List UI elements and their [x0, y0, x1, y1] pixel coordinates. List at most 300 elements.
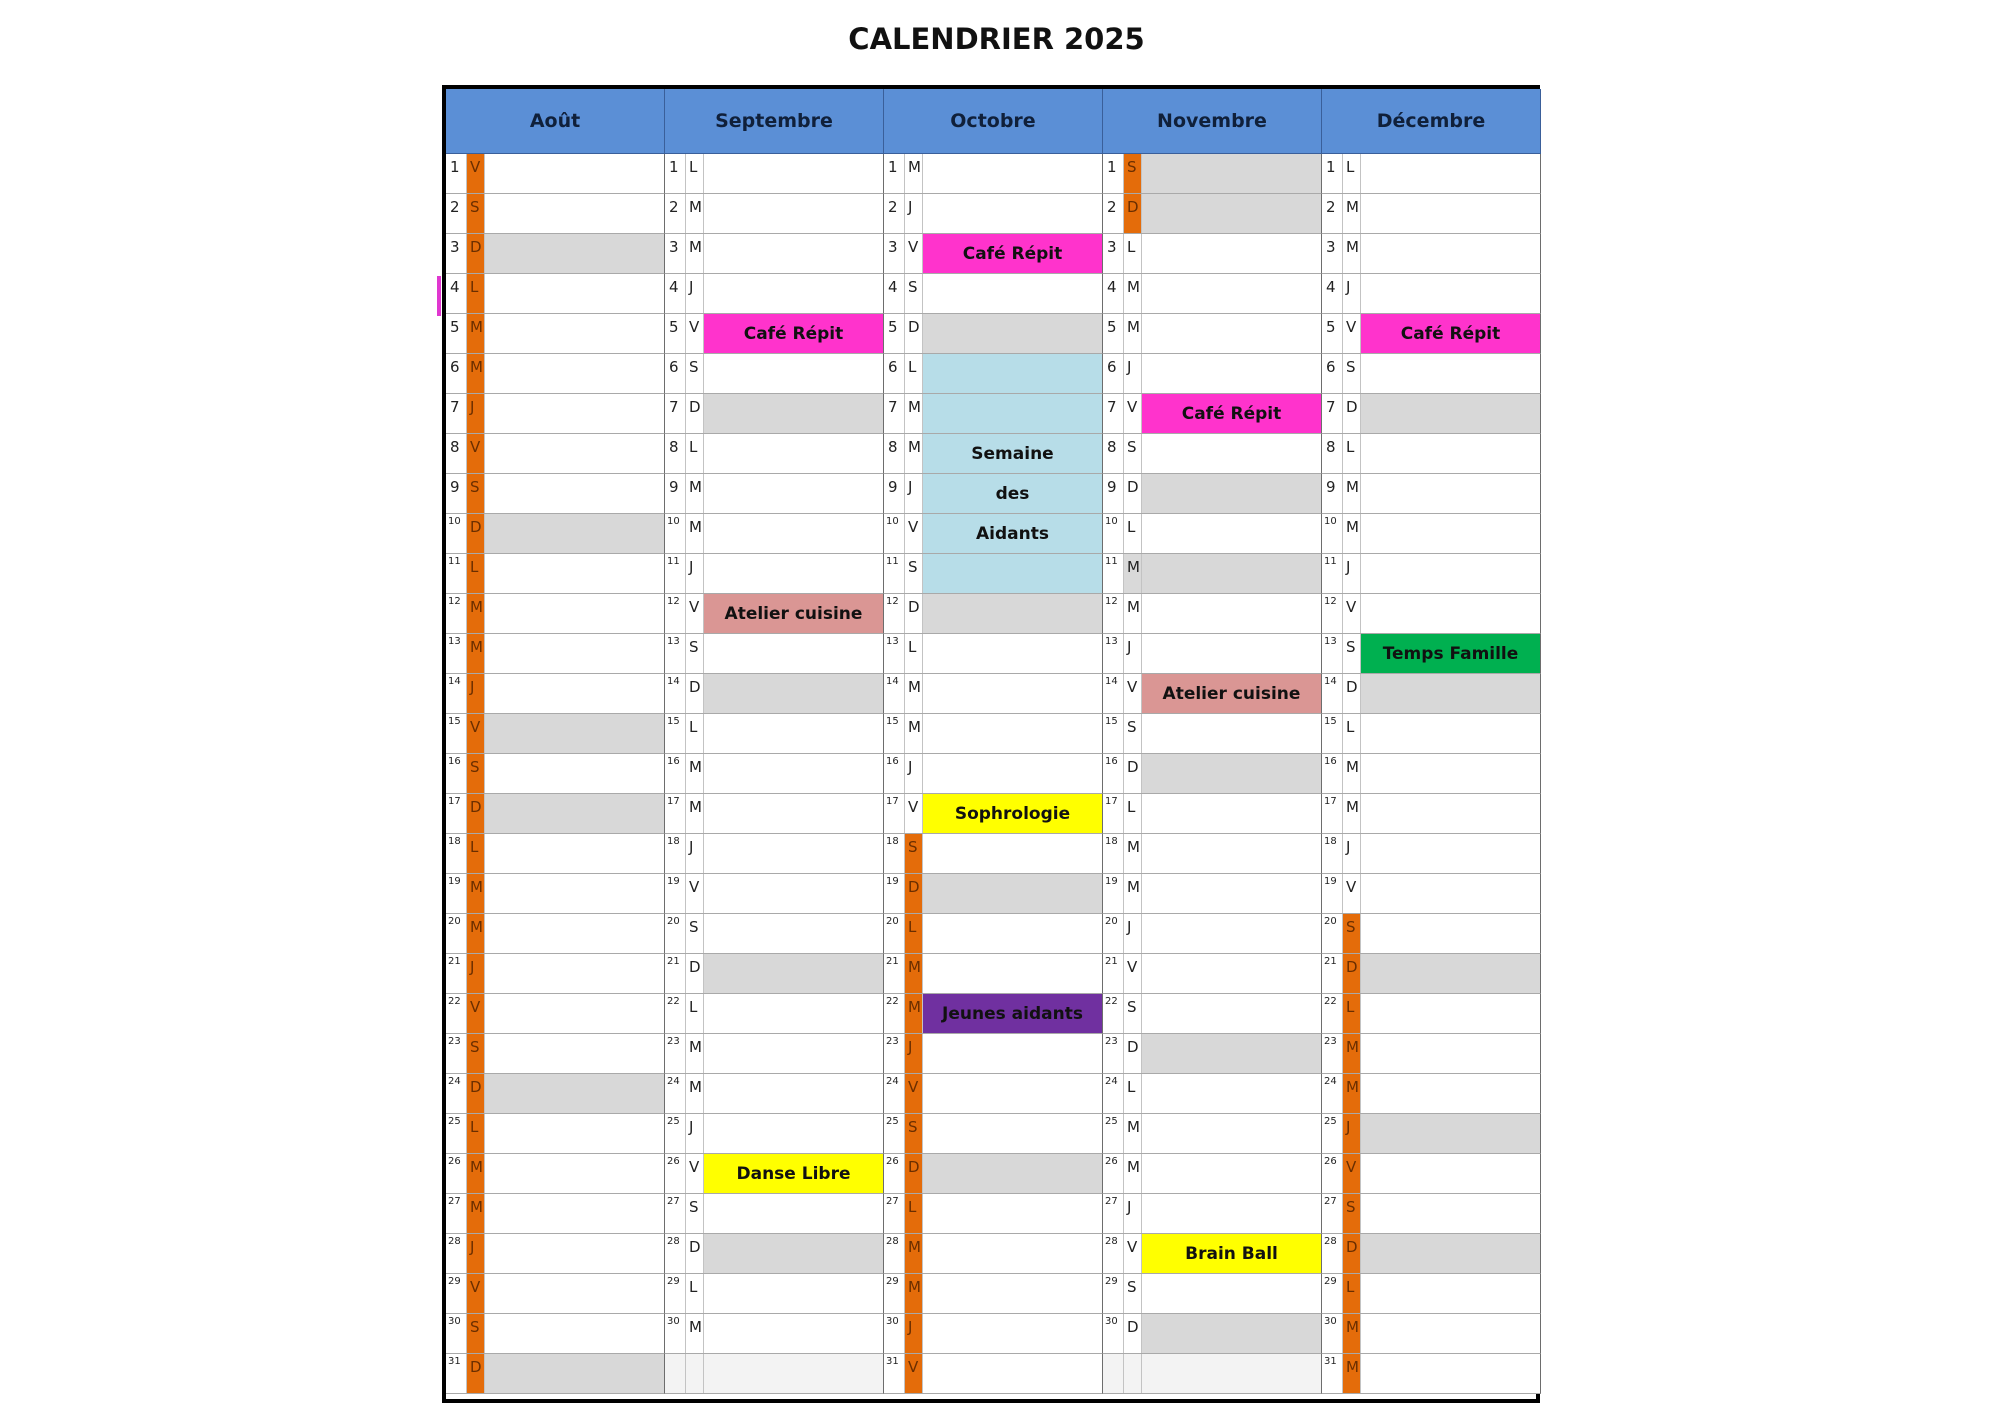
day-number: 23 [1322, 1034, 1343, 1073]
day-body [485, 1034, 664, 1073]
day-body [1361, 394, 1540, 433]
day-number: 15 [446, 714, 467, 753]
day-cell[interactable] [884, 194, 1103, 234]
day-number: 2 [1103, 194, 1124, 233]
day-body [1361, 354, 1540, 393]
day-body [704, 1074, 883, 1113]
day-number: 11 [1103, 554, 1124, 593]
weekday-letter: V [905, 794, 923, 833]
day-cell[interactable] [884, 674, 1103, 714]
day-cell[interactable] [1322, 1194, 1541, 1234]
day-cell[interactable] [446, 994, 665, 1034]
weekday-letter: D [905, 1154, 923, 1193]
day-cell[interactable] [665, 1074, 884, 1114]
day-cell[interactable] [1322, 1034, 1541, 1074]
weekday-letter: M [1124, 594, 1142, 633]
day-number: 5 [665, 314, 686, 353]
day-cell[interactable] [665, 794, 884, 834]
day-cell[interactable] [884, 954, 1103, 994]
day-number: 8 [446, 434, 467, 473]
weekday-letter: J [686, 554, 704, 593]
day-cell[interactable] [1322, 1314, 1541, 1354]
day-cell[interactable] [1103, 154, 1322, 194]
day-body [1361, 1034, 1540, 1073]
weekday-letter: L [686, 434, 704, 473]
day-cell[interactable] [884, 1314, 1103, 1354]
day-number: 8 [1322, 434, 1343, 473]
day-cell[interactable] [665, 1194, 884, 1234]
day-body [1361, 434, 1540, 473]
day-cell[interactable] [665, 1234, 884, 1274]
day-cell[interactable] [665, 394, 884, 434]
day-body [704, 794, 883, 833]
day-body [485, 194, 664, 233]
day-cell[interactable] [1103, 1194, 1322, 1234]
day-cell[interactable] [1322, 1114, 1541, 1154]
day-number: 7 [1103, 394, 1124, 433]
day-body [923, 674, 1102, 713]
weekday-letter: L [1124, 794, 1142, 833]
day-number: 12 [665, 594, 686, 633]
day-cell[interactable] [884, 154, 1103, 194]
day-cell[interactable] [1103, 1274, 1322, 1314]
day-cell[interactable] [1322, 474, 1541, 514]
day-cell[interactable] [884, 994, 1103, 1034]
day-cell[interactable] [1103, 234, 1322, 274]
day-cell[interactable] [665, 954, 884, 994]
day-cell[interactable] [1322, 154, 1541, 194]
event-label: Atelier cuisine [1162, 683, 1301, 704]
day-cell[interactable] [665, 994, 884, 1034]
day-number: 25 [884, 1114, 905, 1153]
day-cell[interactable] [1103, 354, 1322, 394]
day-cell[interactable] [884, 874, 1103, 914]
day-cell[interactable] [665, 234, 884, 274]
day-cell[interactable] [446, 914, 665, 954]
day-cell[interactable] [1322, 674, 1541, 714]
day-cell[interactable] [884, 1154, 1103, 1194]
weekday-letter: V [1343, 1154, 1361, 1193]
day-cell[interactable] [665, 674, 884, 714]
day-cell[interactable] [446, 1034, 665, 1074]
day-cell[interactable] [884, 914, 1103, 954]
day-body [485, 594, 664, 633]
weekday-letter: S [686, 634, 704, 673]
weekday-letter: L [1343, 154, 1361, 193]
day-body [923, 1034, 1102, 1073]
day-number: 27 [665, 1194, 686, 1233]
day-cell[interactable] [1103, 994, 1322, 1034]
day-cell[interactable] [1322, 354, 1541, 394]
day-body [1142, 234, 1321, 273]
day-number: 18 [884, 834, 905, 873]
day-body [1361, 874, 1540, 913]
weekday-letter: J [905, 754, 923, 793]
day-cell[interactable] [884, 474, 1103, 514]
day-number: 23 [884, 1034, 905, 1073]
day-cell[interactable] [1103, 314, 1322, 354]
day-number: 20 [446, 914, 467, 953]
day-cell[interactable] [665, 474, 884, 514]
day-cell[interactable] [1322, 794, 1541, 834]
day-cell[interactable] [884, 1114, 1103, 1154]
day-cell[interactable] [884, 594, 1103, 634]
day-cell[interactable] [884, 314, 1103, 354]
day-cell[interactable] [665, 314, 884, 354]
weekday-letter: L [905, 914, 923, 953]
day-cell[interactable] [446, 474, 665, 514]
day-cell[interactable] [446, 1354, 665, 1394]
weekday-letter: J [1343, 554, 1361, 593]
weekday-letter: M [686, 1074, 704, 1113]
day-number: 22 [1322, 994, 1343, 1033]
day-body [923, 434, 1102, 473]
weekday-letter: J [905, 1314, 923, 1353]
day-cell[interactable] [446, 954, 665, 994]
day-body [1361, 754, 1540, 793]
day-cell[interactable] [1103, 514, 1322, 554]
day-cell[interactable] [1103, 1034, 1322, 1074]
day-cell[interactable] [665, 714, 884, 754]
event-label: Café Répit [743, 323, 844, 344]
day-number: 9 [1103, 474, 1124, 513]
day-cell[interactable] [884, 1074, 1103, 1114]
day-cell[interactable] [446, 194, 665, 234]
weekday-letter: M [905, 394, 923, 433]
day-number: 30 [446, 1314, 467, 1353]
weekday-letter: M [467, 874, 485, 913]
day-number: 23 [665, 1034, 686, 1073]
day-cell[interactable] [665, 874, 884, 914]
day-body [923, 874, 1102, 913]
day-cell[interactable] [1103, 914, 1322, 954]
day-body [485, 394, 664, 433]
day-number: 24 [446, 1074, 467, 1113]
day-cell[interactable] [884, 634, 1103, 674]
day-cell[interactable] [665, 834, 884, 874]
day-number: 18 [1103, 834, 1124, 873]
day-cell[interactable] [446, 594, 665, 634]
day-body [704, 994, 883, 1033]
day-body [1361, 594, 1540, 633]
day-cell[interactable] [665, 434, 884, 474]
day-body [923, 754, 1102, 793]
day-cell[interactable] [884, 234, 1103, 274]
day-number: 3 [446, 234, 467, 273]
day-cell[interactable] [446, 234, 665, 274]
event-label: Café Répit [962, 243, 1063, 264]
day-cell[interactable] [1322, 954, 1541, 994]
day-body [1142, 594, 1321, 633]
weekday-letter: J [905, 1034, 923, 1073]
day-cell[interactable] [446, 1114, 665, 1154]
day-cell[interactable] [446, 1274, 665, 1314]
day-cell[interactable] [1322, 1274, 1541, 1314]
day-cell[interactable] [1103, 1154, 1322, 1194]
day-number: 22 [446, 994, 467, 1033]
weekday-letter: D [1124, 474, 1142, 513]
day-cell[interactable] [665, 914, 884, 954]
event-label: Temps Famille [1382, 643, 1519, 664]
day-cell[interactable] [884, 714, 1103, 754]
weekday-letter: V [686, 874, 704, 913]
day-cell[interactable] [1103, 554, 1322, 594]
day-cell[interactable] [446, 434, 665, 474]
day-cell[interactable] [446, 354, 665, 394]
day-cell[interactable] [884, 514, 1103, 554]
day-body [1361, 1234, 1540, 1273]
day-cell[interactable] [446, 394, 665, 434]
day-number [1103, 1354, 1124, 1393]
day-cell[interactable] [1103, 874, 1322, 914]
day-cell[interactable] [665, 354, 884, 394]
day-cell[interactable] [1103, 1114, 1322, 1154]
day-body [923, 354, 1102, 393]
day-number: 30 [884, 1314, 905, 1353]
day-cell[interactable] [446, 634, 665, 674]
day-cell[interactable] [665, 1034, 884, 1074]
weekday-letter: M [1343, 794, 1361, 833]
day-cell[interactable] [884, 754, 1103, 794]
day-number: 29 [446, 1274, 467, 1313]
day-cell[interactable] [665, 1154, 884, 1194]
day-cell[interactable] [1322, 314, 1541, 354]
weekday-letter: J [467, 1234, 485, 1273]
day-cell[interactable] [884, 1034, 1103, 1074]
day-cell[interactable] [1322, 194, 1541, 234]
day-cell[interactable] [446, 274, 665, 314]
day-cell[interactable] [1322, 514, 1541, 554]
weekday-letter: L [467, 554, 485, 593]
weekday-letter: M [905, 1274, 923, 1313]
day-body [1142, 794, 1321, 833]
day-number: 7 [665, 394, 686, 433]
weekday-letter: J [1124, 914, 1142, 953]
weekday-letter: L [1124, 514, 1142, 553]
day-cell[interactable] [1322, 834, 1541, 874]
day-cell[interactable] [884, 1274, 1103, 1314]
day-body [485, 634, 664, 673]
day-number: 12 [1322, 594, 1343, 633]
day-cell[interactable] [665, 514, 884, 554]
day-cell[interactable] [1322, 714, 1541, 754]
day-number: 21 [1322, 954, 1343, 993]
day-number: 10 [446, 514, 467, 553]
day-number: 24 [665, 1074, 686, 1113]
day-number [665, 1354, 686, 1393]
day-cell[interactable] [1322, 874, 1541, 914]
weekday-letter: S [1343, 914, 1361, 953]
day-body [1142, 154, 1321, 193]
day-body [485, 154, 664, 193]
weekday-letter: M [1343, 754, 1361, 793]
day-cell[interactable] [446, 514, 665, 554]
day-cell[interactable] [665, 1354, 884, 1394]
weekday-letter: V [905, 1074, 923, 1113]
day-number: 3 [1322, 234, 1343, 273]
day-cell[interactable] [1103, 714, 1322, 754]
day-cell[interactable] [884, 394, 1103, 434]
day-cell[interactable] [1103, 274, 1322, 314]
day-cell[interactable] [884, 354, 1103, 394]
day-body [485, 674, 664, 713]
day-cell[interactable] [1103, 674, 1322, 714]
day-cell[interactable] [1322, 434, 1541, 474]
day-body [485, 1234, 664, 1273]
weekday-letter: D [467, 514, 485, 553]
weekday-letter: M [467, 914, 485, 953]
day-body [485, 434, 664, 473]
day-cell[interactable] [1322, 754, 1541, 794]
day-body [485, 1274, 664, 1313]
day-body [1361, 194, 1540, 233]
day-body [1142, 754, 1321, 793]
weekday-letter: J [467, 954, 485, 993]
day-cell[interactable] [665, 754, 884, 794]
day-cell[interactable] [1103, 754, 1322, 794]
day-cell[interactable] [446, 314, 665, 354]
calendar-title: CALENDRIER 2025 [848, 22, 1145, 56]
weekday-letter: L [686, 994, 704, 1033]
day-number: 17 [665, 794, 686, 833]
day-cell[interactable] [1103, 834, 1322, 874]
event-label: Danse Libre [736, 1163, 851, 1184]
day-cell[interactable] [1322, 554, 1541, 594]
day-cell[interactable] [446, 1314, 665, 1354]
day-cell[interactable] [1322, 634, 1541, 674]
day-cell[interactable] [665, 634, 884, 674]
day-cell[interactable] [446, 1234, 665, 1274]
day-cell[interactable] [1103, 1074, 1322, 1114]
weekday-letter: M [1343, 1314, 1361, 1353]
day-cell[interactable] [446, 1074, 665, 1114]
day-cell[interactable] [446, 754, 665, 794]
day-body [1142, 1074, 1321, 1113]
day-cell[interactable] [1103, 634, 1322, 674]
day-number: 25 [1103, 1114, 1124, 1153]
day-cell[interactable] [1103, 194, 1322, 234]
day-cell[interactable] [446, 794, 665, 834]
day-cell[interactable] [1322, 914, 1541, 954]
day-cell[interactable] [1322, 1354, 1541, 1394]
day-cell[interactable] [884, 554, 1103, 594]
weekday-letter: D [467, 794, 485, 833]
day-cell[interactable] [665, 274, 884, 314]
day-cell[interactable] [446, 154, 665, 194]
day-cell[interactable] [884, 1234, 1103, 1274]
day-number: 11 [884, 554, 905, 593]
weekday-letter: M [686, 474, 704, 513]
day-cell[interactable] [1103, 594, 1322, 634]
day-cell[interactable] [884, 794, 1103, 834]
day-cell[interactable] [446, 554, 665, 594]
day-cell[interactable] [1322, 274, 1541, 314]
day-number: 19 [1103, 874, 1124, 913]
day-number: 27 [1103, 1194, 1124, 1233]
day-cell[interactable] [1103, 1314, 1322, 1354]
day-cell[interactable] [1322, 394, 1541, 434]
day-body [1142, 634, 1321, 673]
day-body [1361, 554, 1540, 593]
day-cell[interactable] [665, 554, 884, 594]
day-cell[interactable] [1322, 1154, 1541, 1194]
weekday-letter: S [905, 274, 923, 313]
day-number: 25 [665, 1114, 686, 1153]
weekday-letter: V [686, 594, 704, 633]
day-body [485, 714, 664, 753]
weekday-letter: D [686, 1234, 704, 1273]
day-cell[interactable] [1103, 1354, 1322, 1394]
day-cell[interactable] [446, 674, 665, 714]
day-cell[interactable] [884, 274, 1103, 314]
day-cell[interactable] [884, 1354, 1103, 1394]
day-body [923, 474, 1102, 513]
day-body [704, 474, 883, 513]
day-cell[interactable] [884, 1194, 1103, 1234]
day-number: 13 [1103, 634, 1124, 673]
day-body [485, 874, 664, 913]
month-header: Août [446, 89, 665, 154]
day-cell[interactable] [446, 834, 665, 874]
day-number: 19 [884, 874, 905, 913]
day-number: 15 [665, 714, 686, 753]
day-cell[interactable] [1322, 1234, 1541, 1274]
day-body [485, 994, 664, 1033]
day-cell[interactable] [1103, 1234, 1322, 1274]
day-number: 19 [446, 874, 467, 913]
day-cell[interactable] [1322, 994, 1541, 1034]
day-body [1142, 1154, 1321, 1193]
weekday-letter: V [467, 154, 485, 193]
weekday-letter: J [905, 474, 923, 513]
day-cell[interactable] [884, 834, 1103, 874]
day-body [1361, 154, 1540, 193]
day-number: 5 [446, 314, 467, 353]
day-cell[interactable] [446, 874, 665, 914]
day-cell[interactable] [1103, 434, 1322, 474]
day-cell[interactable] [665, 154, 884, 194]
day-cell[interactable] [665, 1314, 884, 1354]
day-cell[interactable] [446, 714, 665, 754]
weekday-letter: M [1124, 1114, 1142, 1153]
day-body [923, 794, 1102, 833]
day-body [1361, 834, 1540, 873]
day-cell[interactable] [1103, 794, 1322, 834]
day-cell[interactable] [1322, 594, 1541, 634]
day-cell[interactable] [665, 594, 884, 634]
day-number: 29 [1103, 1274, 1124, 1313]
day-cell[interactable] [1103, 954, 1322, 994]
weekday-letter: D [1343, 1234, 1361, 1273]
day-body [923, 1154, 1102, 1193]
weekday-letter: V [1124, 1234, 1142, 1273]
day-cell[interactable] [665, 1114, 884, 1154]
day-cell[interactable] [446, 1154, 665, 1194]
day-cell[interactable] [665, 194, 884, 234]
day-cell[interactable] [1322, 234, 1541, 274]
weekday-letter: S [905, 1114, 923, 1153]
day-cell[interactable] [665, 1274, 884, 1314]
day-cell[interactable] [446, 1194, 665, 1234]
day-cell[interactable] [1322, 1074, 1541, 1114]
day-number: 2 [665, 194, 686, 233]
day-cell[interactable] [884, 434, 1103, 474]
month-header: Septembre [665, 89, 884, 154]
day-cell[interactable] [1103, 394, 1322, 434]
weekday-letter: M [686, 194, 704, 233]
day-number: 17 [884, 794, 905, 833]
day-cell[interactable] [1103, 474, 1322, 514]
